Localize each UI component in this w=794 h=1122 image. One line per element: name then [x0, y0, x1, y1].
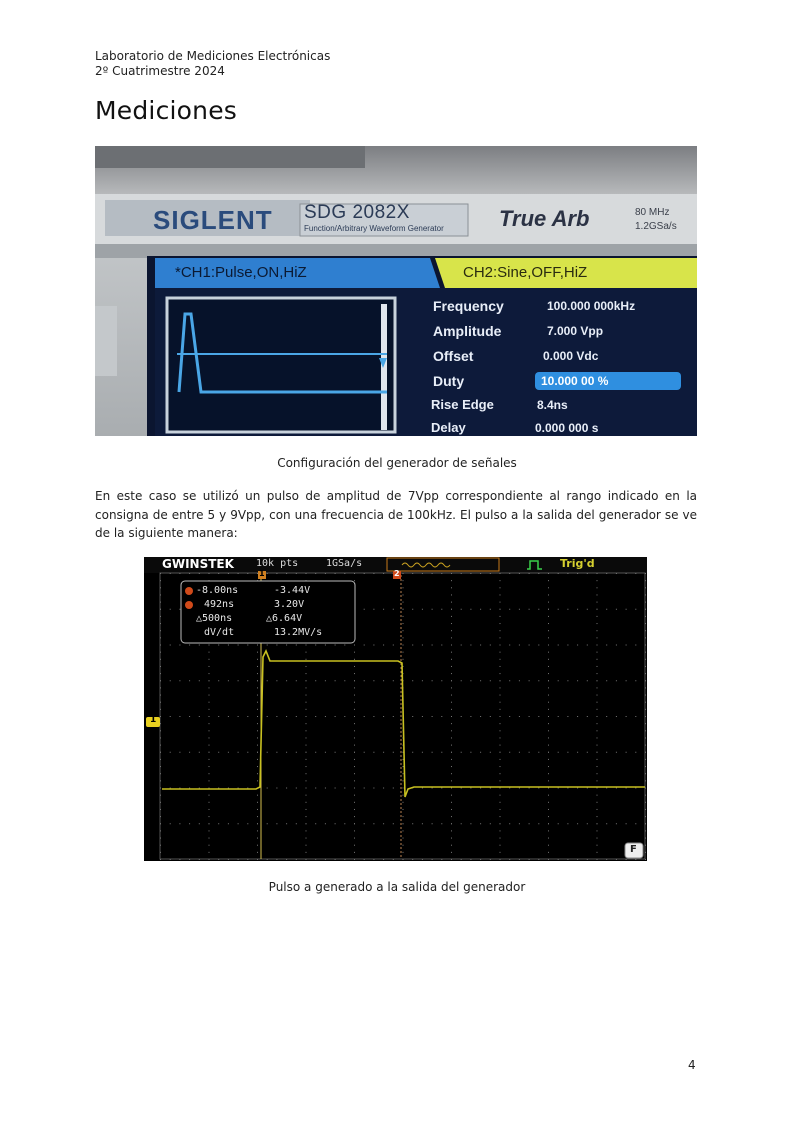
param-label: Duty [433, 373, 465, 389]
spec-sample-rate: 1.2GSa/s [635, 221, 677, 232]
readout-cursor2 [196, 598, 356, 612]
scope-record-length: 10k pts [256, 558, 299, 569]
param-duty [431, 373, 691, 397]
cursor2-marker: 2 [394, 569, 400, 578]
page-header [95, 49, 330, 79]
param-value: 0.000 Vdc [543, 349, 599, 363]
param-rise-edge [431, 397, 691, 421]
param-value: 8.4ns [537, 398, 568, 412]
readout-delta [196, 612, 356, 626]
param-label: Frequency [433, 298, 504, 314]
spec-bandwidth: 80 MHz [635, 207, 670, 218]
page-number: 4 [688, 1058, 696, 1072]
scope-trigger-status: Trig'd [560, 557, 595, 570]
model-subtitle: Function/Arbitrary Waveform Generator [304, 224, 444, 233]
param-frequency [431, 298, 691, 322]
header-course: Laboratorio de Mediciones Electrónicas [95, 49, 331, 63]
header-term: 2º Cuatrimestre 2024 [95, 64, 225, 78]
param-value: 10.000 00 % [541, 374, 609, 388]
param-label: Offset [433, 348, 474, 364]
model-name: SDG 2082X [304, 202, 410, 223]
ch2-tab: CH2:Sine,OFF,HiZ [463, 264, 588, 281]
param-value: 100.000 000kHz [547, 299, 636, 313]
dvdt-value: 13.2MV/s [274, 627, 323, 638]
readout-volt: -3.44V [274, 585, 311, 596]
param-delay [431, 420, 691, 436]
brand-logo: SIGLENT [153, 205, 273, 235]
body-paragraph: En este caso se utilizó un pulso de amplitud de 7Vpp correspondiente al rango indicado en la consigna de entre 5 y 9Vpp, con una frecuencia de 100kHz. El pulso a la salida del generador se ve de la siguiente manera: [95, 489, 697, 540]
scope-sample-rate: 1GSa/s [326, 558, 363, 569]
scope-brand: GWINSTEK [162, 557, 234, 571]
dvdt-label: dV/dt [204, 627, 235, 638]
readout-dvdt [196, 626, 356, 640]
delta-volt: △6.64V [266, 613, 303, 624]
param-label: Rise Edge [431, 397, 494, 412]
oscilloscope-screenshot [144, 557, 647, 861]
section-title: Mediciones [95, 96, 238, 125]
figure-caption-generator: Configuración del generador de señales [277, 456, 517, 470]
readout-volt: 3.20V [274, 599, 305, 610]
param-value: 0.000 000 s [535, 421, 599, 435]
generator-photo [95, 146, 697, 436]
figure-caption-scope: Pulso a generado a la salida del generador [268, 880, 526, 894]
param-offset [431, 348, 691, 372]
readout-cursor1 [196, 584, 356, 598]
param-label: Delay [431, 420, 466, 435]
readout-time: 492ns [204, 599, 235, 610]
ch1-tab: *CH1:Pulse,ON,HiZ [175, 264, 307, 281]
cursor1-marker: 1 [259, 569, 265, 578]
param-label: Amplitude [433, 323, 502, 339]
true-arb-label: True Arb [499, 206, 590, 231]
param-amplitude [431, 323, 691, 347]
cursor-readouts [196, 584, 356, 640]
readout-time: -8.00ns [196, 585, 239, 596]
function-key: F [630, 844, 637, 855]
delta-time: △500ns [196, 613, 233, 624]
channel1-marker: 1 [150, 715, 157, 725]
param-value: 7.000 Vpp [547, 324, 604, 338]
